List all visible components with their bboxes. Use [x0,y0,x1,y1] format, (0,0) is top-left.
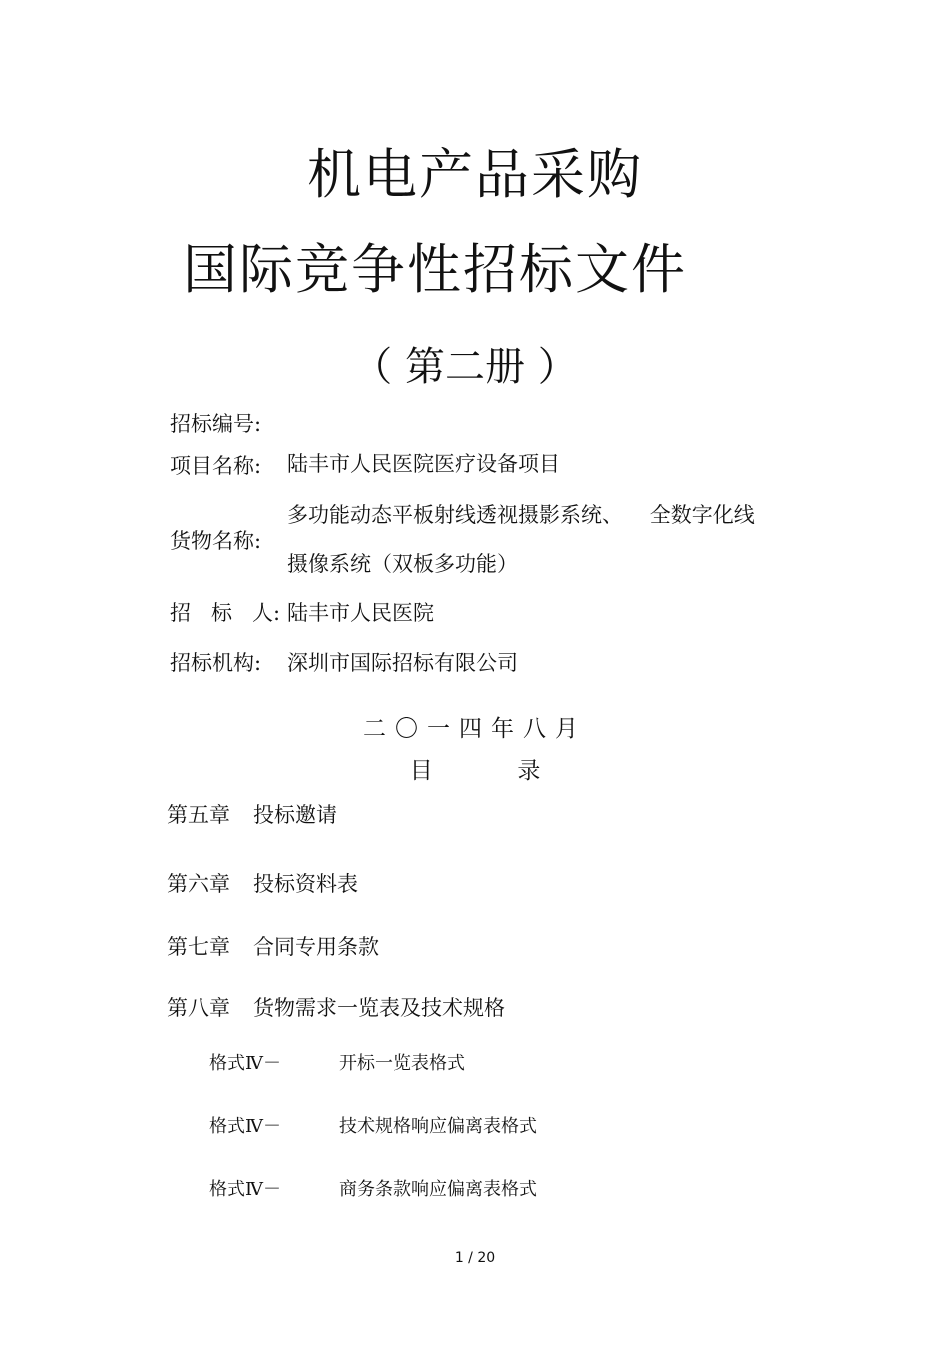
goods-name-value-line2: 摄像系统（双板多功能） [287,552,518,576]
toc-chapter[interactable] [167,801,337,829]
format-label: 格式Ⅳ－ [209,1053,281,1074]
format-label: 格式Ⅳ－ [209,1179,281,1200]
chapter-label: 第五章 [167,803,230,827]
bid-number-label: 招标编号: [170,412,262,436]
toc-chapter[interactable] [167,994,505,1022]
goods-name-value-line1: 多功能动态平板射线透视摄影系统、 全数字化线 [287,503,755,527]
goods-name-label: 货物名称: [170,529,262,553]
chapter-title: 投标邀请 [253,803,337,827]
document-title-line1: 机电产品采购 [307,143,643,206]
chapter-title: 货物需求一览表及技术规格 [253,996,505,1020]
format-title[interactable]: 商务条款响应偏离表格式 [339,1179,537,1200]
agency-label: 招标机构: [170,651,262,675]
toc-chapter[interactable] [167,933,379,961]
toc-heading-left: 目 [409,758,433,784]
page-number: 1 / 20 [454,1250,496,1266]
toc-heading-right: 录 [517,758,541,784]
toc-heading [0,752,950,785]
chapter-title: 合同专用条款 [253,935,379,959]
document-title-line2: 国际竞争性招标文件 [183,238,687,301]
agency-value: 深圳市国际招标有限公司 [287,651,518,675]
tenderer-value: 陆丰市人民医院 [287,601,434,625]
chapter-label: 第八章 [167,996,230,1020]
chapter-label: 第六章 [167,872,230,896]
project-name-value: 陆丰市人民医院医疗设备项目 [287,452,560,476]
format-title[interactable]: 开标一览表格式 [339,1053,465,1074]
chapter-label: 第七章 [167,935,230,959]
issue-date: 二〇一四年八月 [363,716,587,742]
format-title[interactable]: 技术规格响应偏离表格式 [339,1116,537,1137]
tenderer-label: 招 标 人: [170,601,281,625]
format-label: 格式Ⅳ－ [209,1116,281,1137]
toc-chapter[interactable] [167,870,358,898]
volume-label: （ 第二册 ） [352,344,578,390]
chapter-title: 投标资料表 [253,872,358,896]
project-name-label: 项目名称: [170,454,262,478]
